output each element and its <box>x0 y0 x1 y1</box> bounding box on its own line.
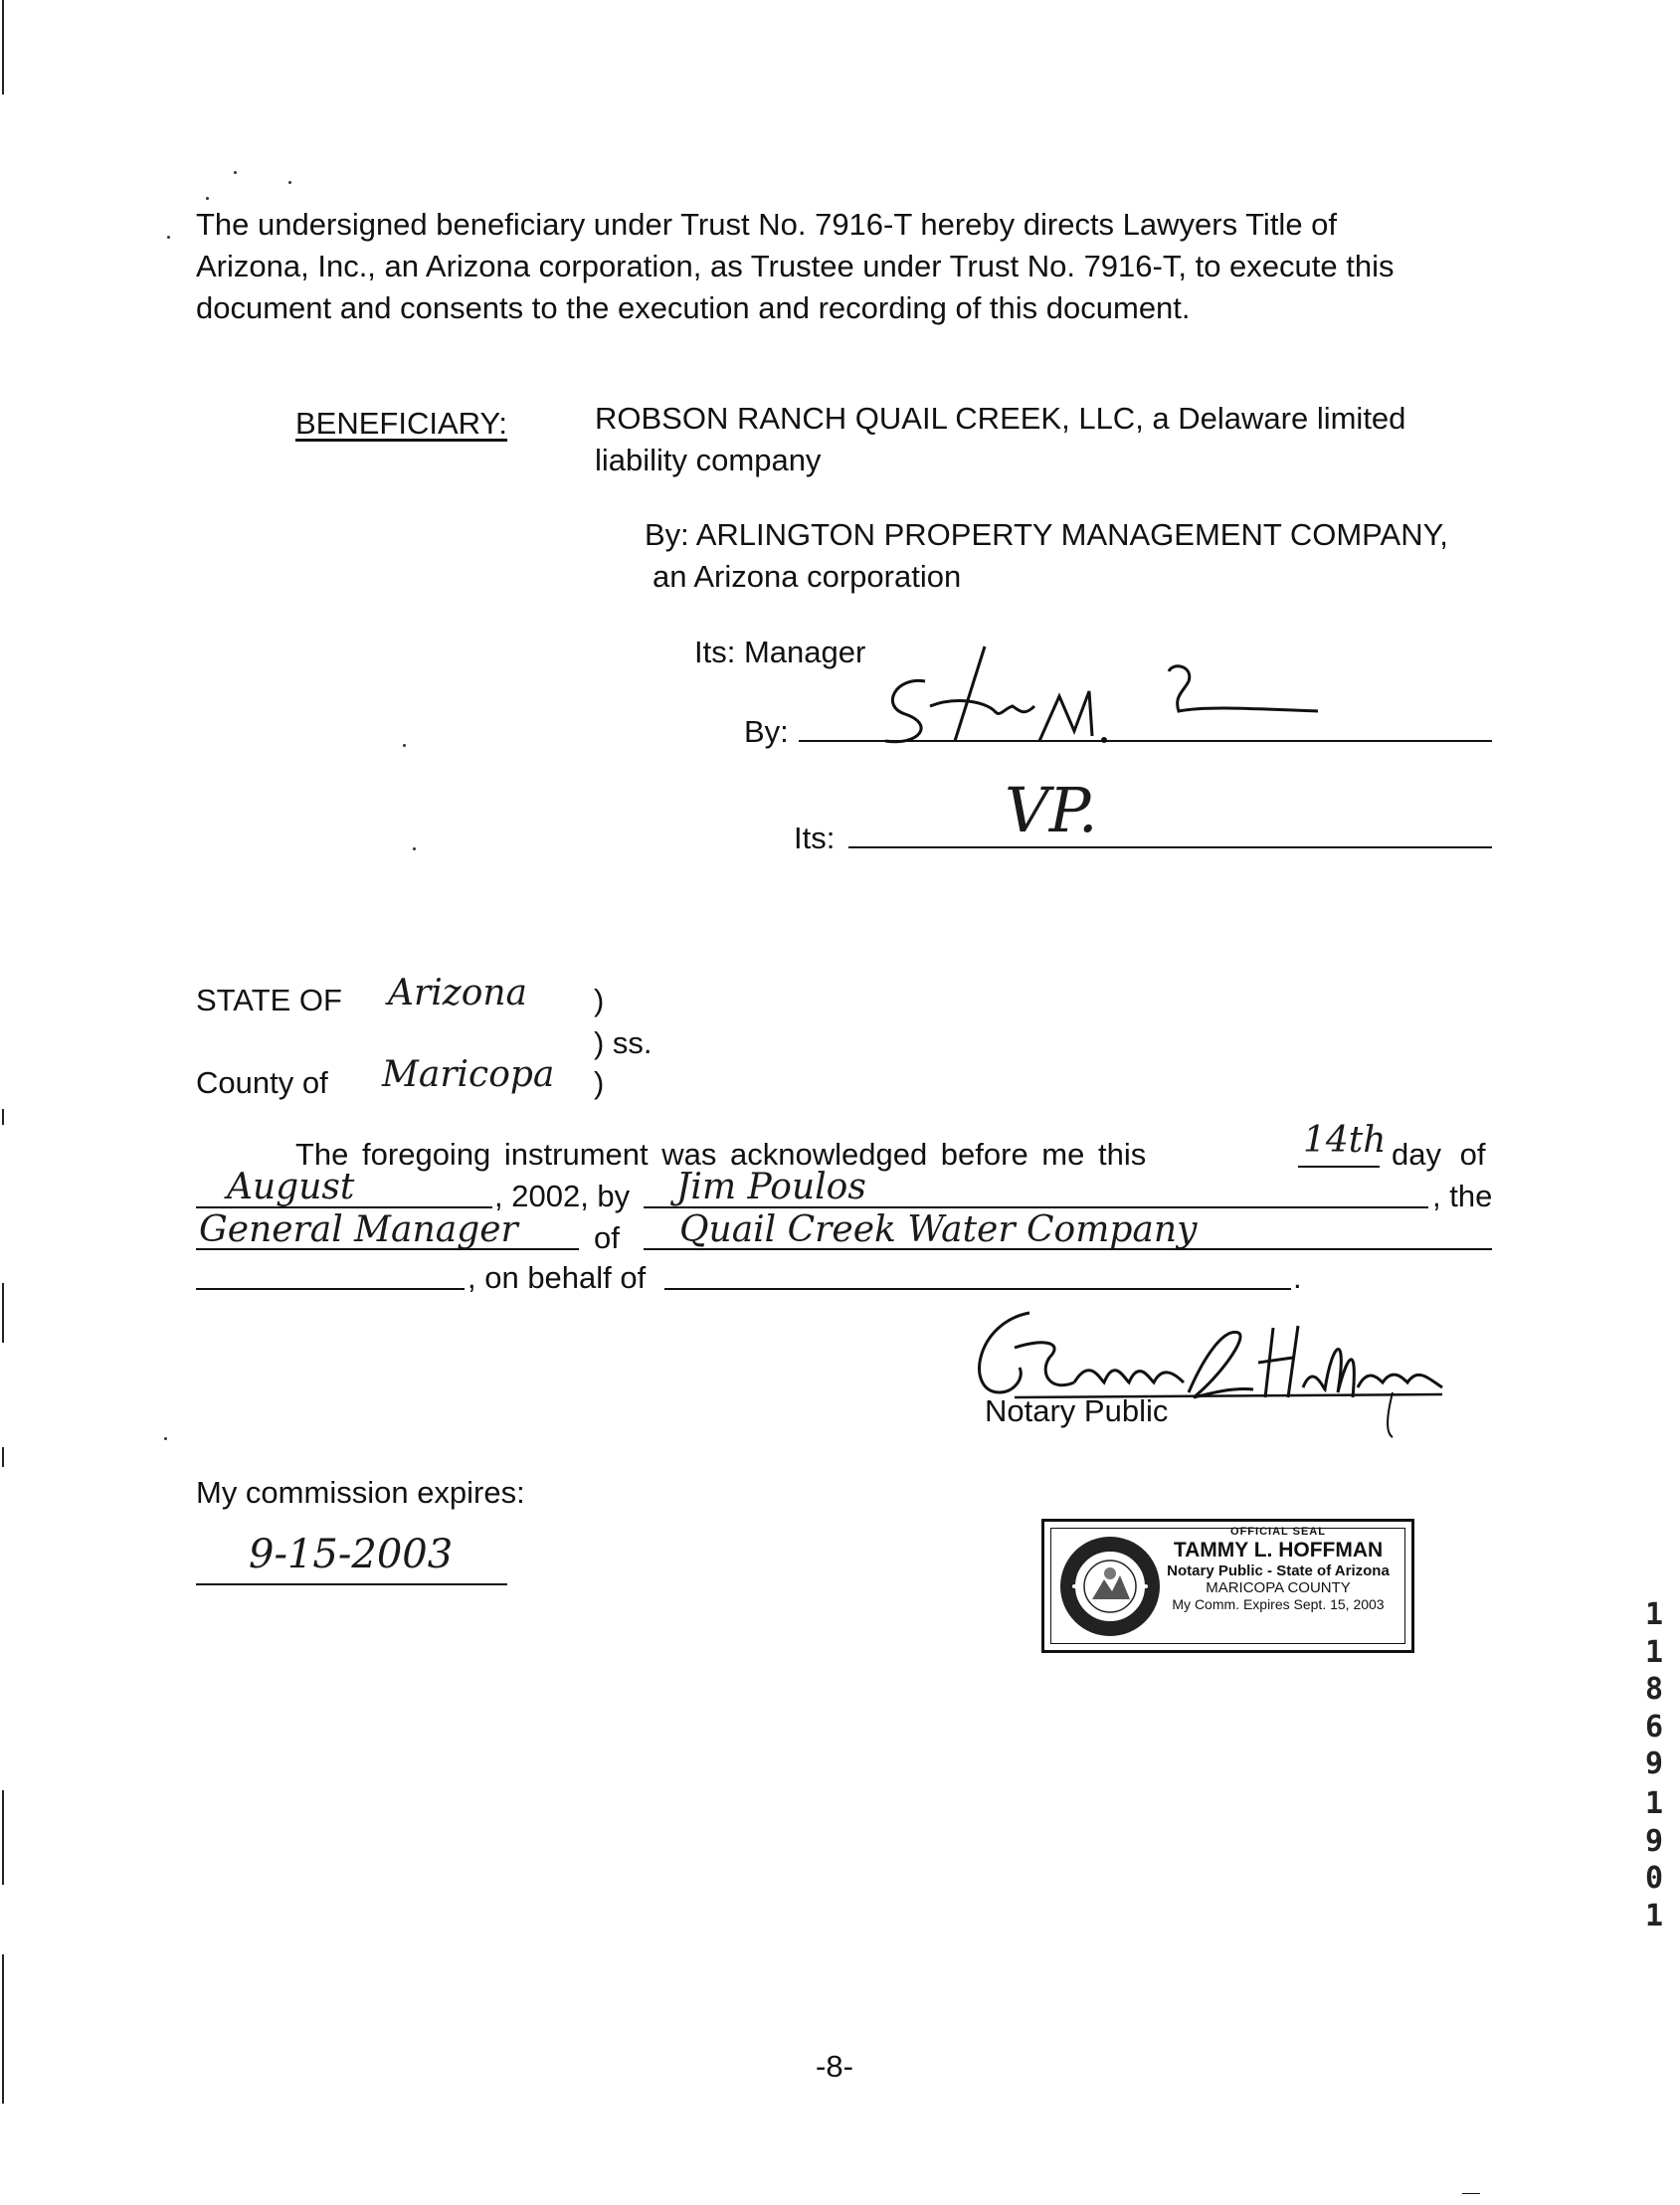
bates-digit: 1 <box>1644 1898 1664 1933</box>
scan-speck <box>403 744 406 747</box>
its-title-line <box>848 846 1492 848</box>
scan-margin-mark <box>2 1109 4 1125</box>
county-value: Maricopa <box>382 1054 555 1095</box>
seal-text-block <box>1154 1526 1402 1612</box>
state-of-label: STATE OF <box>196 983 342 1017</box>
bottom-right-mark <box>1462 2193 1480 2194</box>
signature-officer <box>875 637 1343 756</box>
scan-speck <box>234 171 237 174</box>
ack-text-6: , on behalf of <box>467 1260 647 1295</box>
preamble-line-1: The undersigned beneficiary under Trust No. 7916-T hereby directs Lawyers Title of <box>196 207 1338 242</box>
its-label: Its: <box>794 821 836 855</box>
commission-line <box>196 1583 507 1585</box>
bates-digit: 1 <box>1644 1634 1664 1670</box>
preamble-line-3: document and consents to the execution and recording of this document. <box>196 290 1191 325</box>
ack-text-5: of <box>594 1220 620 1255</box>
ack-month-value: August <box>227 1167 355 1207</box>
paren-2: ) <box>594 1065 605 1100</box>
preamble-line-2: Arizona, Inc., an Arizona corporation, as Trustee under Trust No. 7916-T, to execute this <box>196 249 1395 283</box>
ack-text-7: . <box>1293 1260 1302 1295</box>
county-of-label: County of <box>196 1065 328 1100</box>
scan-speck <box>206 197 209 200</box>
bates-digit: 8 <box>1644 1672 1664 1707</box>
bates-number-group-1 <box>1641 1596 1667 1783</box>
scan-speck <box>413 847 416 850</box>
bates-number-group-2 <box>1641 1785 1667 1934</box>
ack-title-line <box>196 1248 579 1250</box>
scan-margin-mark <box>2 1790 4 1885</box>
ack-text-1: The foregoing instrument was acknowledged before me this <box>295 1137 1147 1172</box>
bates-digit: 0 <box>1644 1861 1664 1896</box>
seal-county: MARICOPA COUNTY <box>1206 1579 1351 1597</box>
bates-digit: 6 <box>1644 1709 1664 1745</box>
ack-title-value: General Manager <box>199 1209 518 1250</box>
beneficiary-name-line-1: ROBSON RANCH QUAIL CREEK, LLC, a Delaware limited <box>595 401 1406 436</box>
state-value: Arizona <box>388 973 528 1013</box>
ack-name-line <box>644 1206 1428 1208</box>
ss-label: ) ss. <box>594 1025 653 1060</box>
commission-expires-label: My commission expires: <box>196 1475 525 1510</box>
seal-notary-state: Notary Public - State of Arizona <box>1167 1562 1390 1579</box>
scan-speck <box>288 181 291 184</box>
ack-month-line <box>196 1206 492 1208</box>
page-number: -8- <box>816 2049 853 2084</box>
ack-company-line <box>644 1248 1492 1250</box>
seal-official-seal: OFFICIAL SEAL <box>1230 1526 1326 1538</box>
ack-day-line <box>1298 1166 1380 1168</box>
bates-digit: 9 <box>1644 1823 1664 1859</box>
seal-notary-name: TAMMY L. HOFFMAN <box>1173 1538 1384 1562</box>
scan-margin-mark <box>2 0 4 94</box>
arizona-state-seal-icon <box>1054 1530 1166 1643</box>
by-company-line-1: By: ARLINGTON PROPERTY MANAGEMENT COMPANY, <box>645 517 1448 552</box>
seal-expiry: My Comm. Expires Sept. 15, 2003 <box>1172 1596 1385 1613</box>
ack-day-value: 14th <box>1303 1120 1387 1161</box>
ack-blank-line-1 <box>196 1288 465 1290</box>
by-company-line-2: an Arizona corporation <box>653 559 962 594</box>
its-manager: Its: Manager <box>694 635 866 669</box>
bates-digit: 1 <box>1644 1786 1664 1821</box>
ack-text-4: , the <box>1432 1179 1493 1213</box>
scan-margin-mark <box>2 1954 4 2104</box>
ack-name-value: Jim Poulos <box>676 1167 866 1207</box>
ack-text-3: , 2002, by <box>494 1179 631 1213</box>
scan-margin-mark <box>2 1283 4 1343</box>
its-handwritten-title: VP. <box>1005 774 1098 846</box>
commission-expires-value: 9-15-2003 <box>249 1532 454 1577</box>
ack-on-behalf-line <box>664 1288 1291 1290</box>
notary-public-label: Notary Public <box>985 1393 1169 1428</box>
scan-speck <box>167 236 170 239</box>
paren-1: ) <box>594 983 605 1017</box>
by-label: By: <box>744 714 789 749</box>
beneficiary-name-line-2: liability company <box>595 443 822 477</box>
bates-digit: 9 <box>1644 1746 1664 1781</box>
scan-margin-mark <box>2 1447 4 1467</box>
scan-speck <box>164 1437 167 1440</box>
bates-digit: 1 <box>1644 1597 1664 1632</box>
notary-seal <box>1041 1519 1414 1653</box>
ack-text-2: day of <box>1392 1137 1486 1172</box>
ack-company-value: Quail Creek Water Company <box>679 1209 1198 1250</box>
beneficiary-label: BENEFICIARY: <box>295 406 508 441</box>
